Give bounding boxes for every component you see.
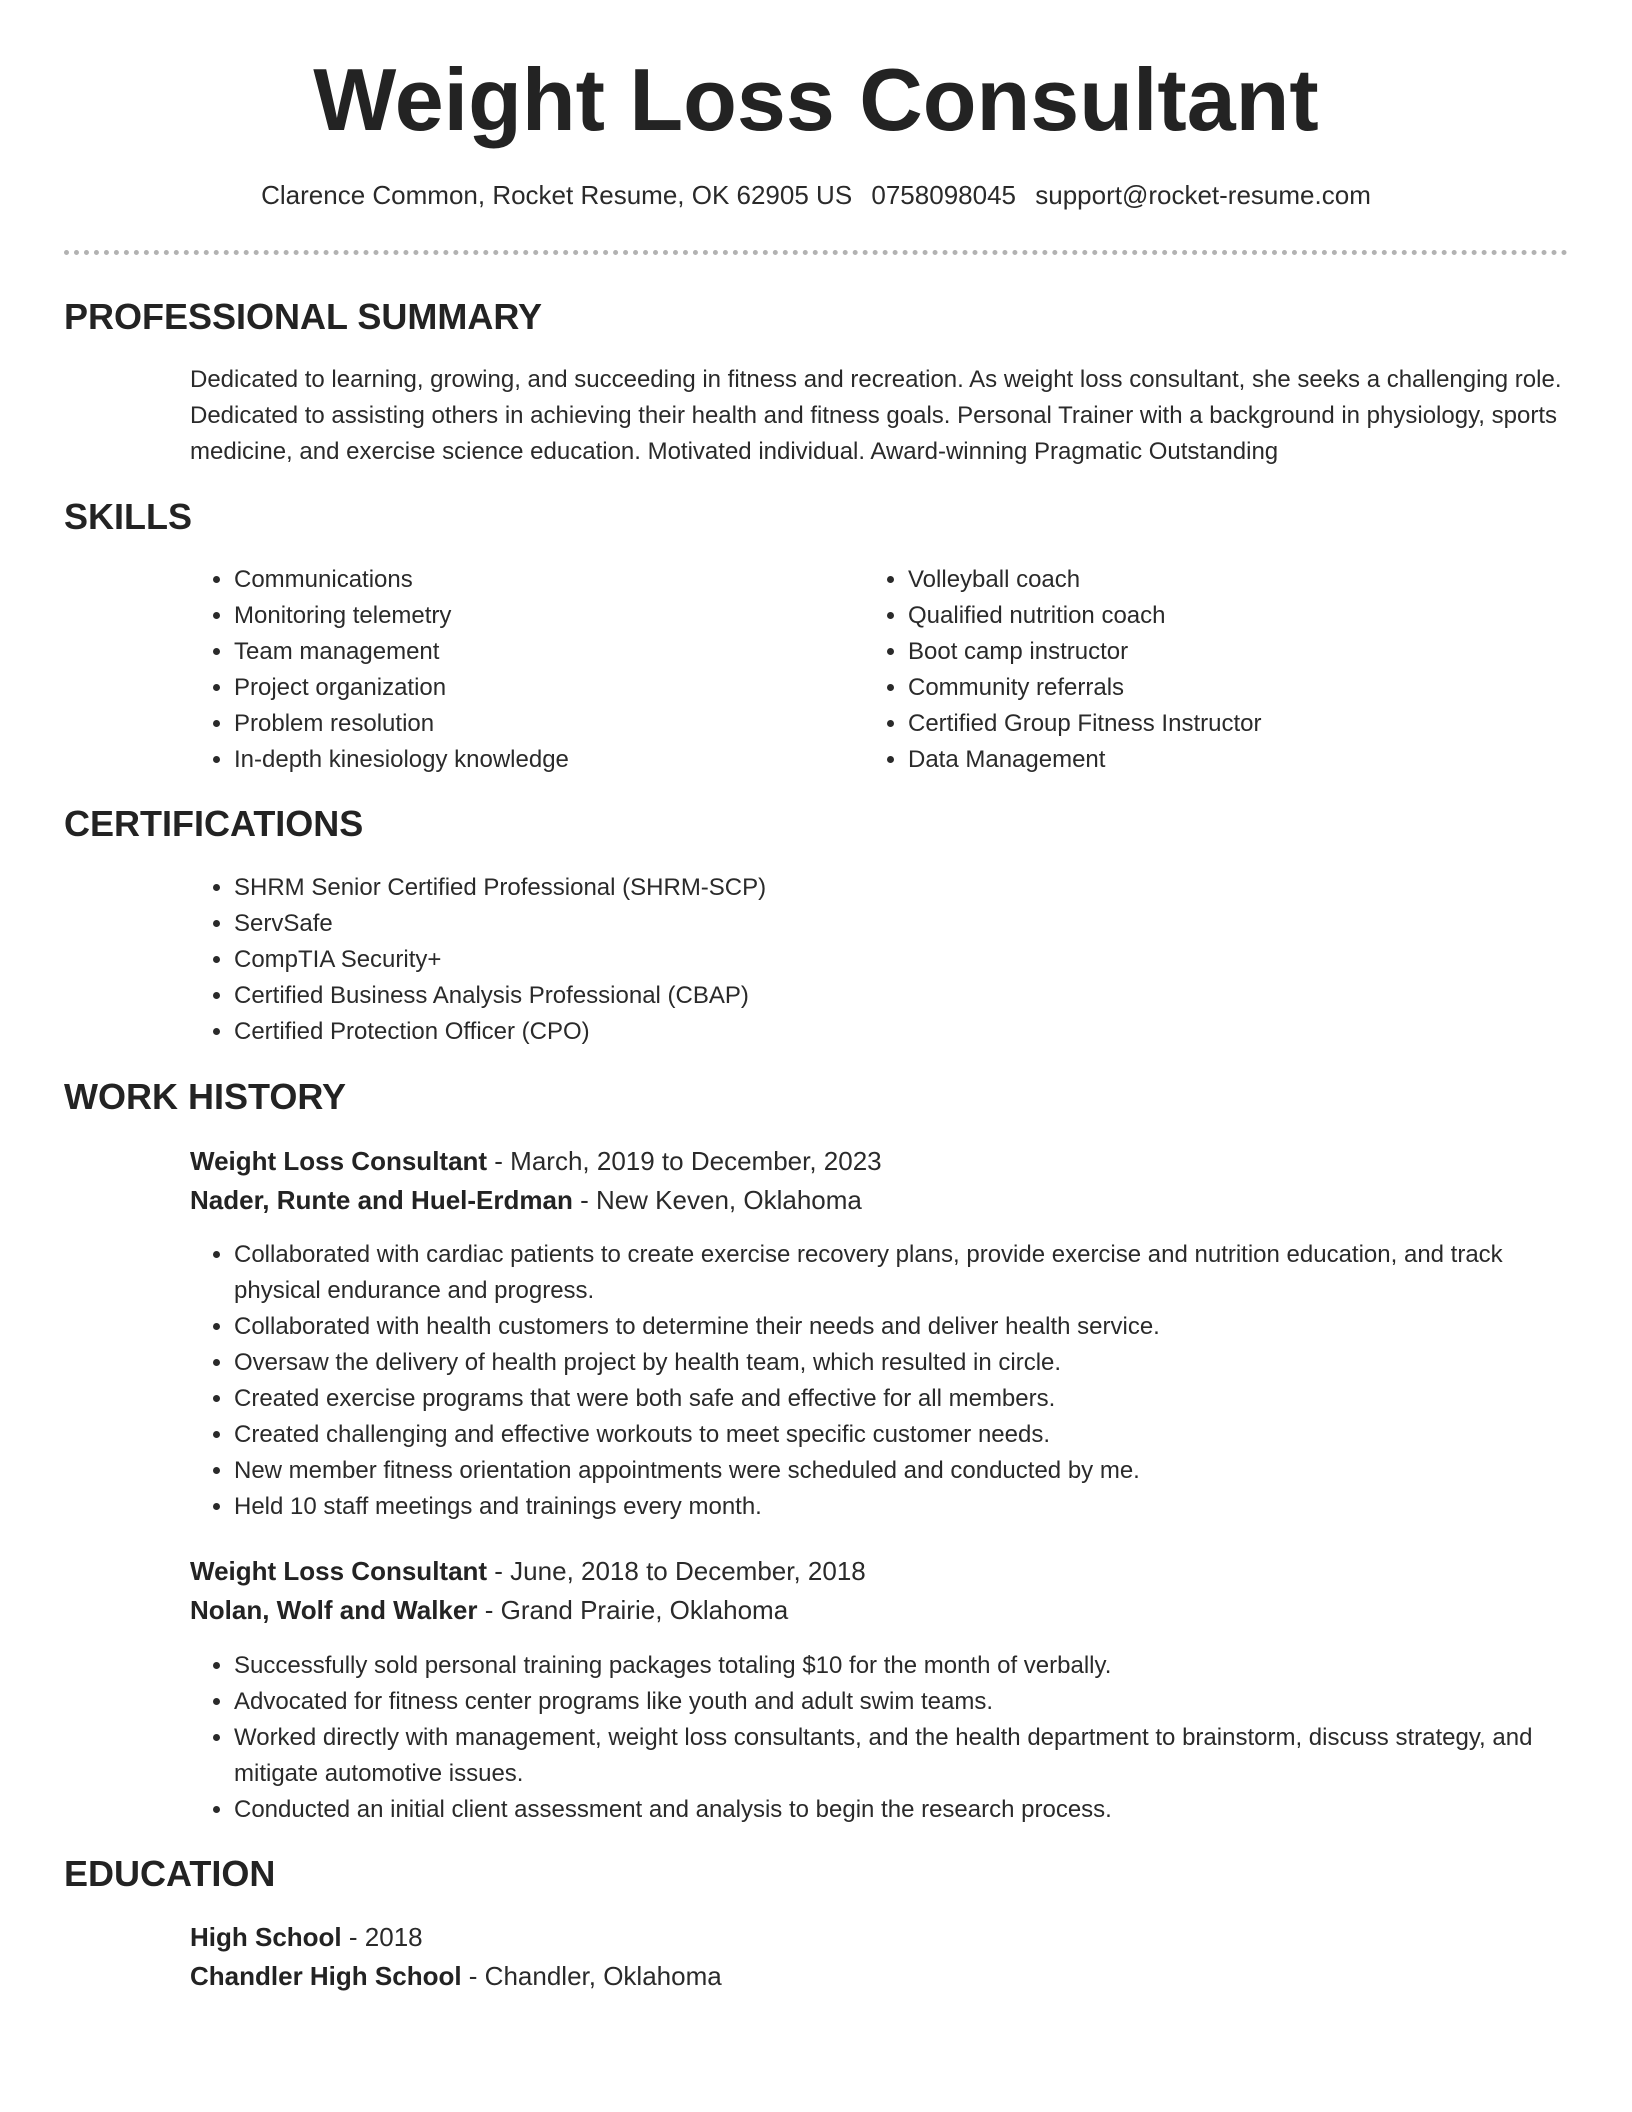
skills-list-right [864,562,1548,778]
skill-item: • Volleyball coach [908,562,1548,598]
skill-item: • In-depth kinesiology knowledge [234,742,854,778]
contact-line [0,180,1632,211]
education-heading: EDUCATION [64,1853,276,1894]
skill-item: • Communications [234,562,854,598]
education-school-line [190,1958,722,1994]
job-dates: - June, 2018 to December, 2018 [487,1556,866,1586]
resume-title: Weight Loss Consultant [313,50,1319,149]
job-bullets [190,1648,1594,1828]
job-location: - Grand Prairie, Oklahoma [477,1595,789,1625]
skill-item: • Project organization [234,670,854,706]
certification-item: • SHRM Senior Certified Professional (SHRM-SCP) [234,870,1534,906]
education-degree: High School [190,1922,342,1952]
education-school: Chandler High School [190,1961,462,1991]
job-title: Weight Loss Consultant [190,1556,488,1586]
job-bullet: • New member fitness orientation appointments were scheduled and conducted by me. [234,1453,1594,1489]
job-title-line [190,1553,866,1589]
education-year: - 2018 [341,1922,423,1952]
job-dates: - March, 2019 to December, 2023 [487,1146,882,1176]
contact-phone: 0758098045 [871,180,1016,210]
skill-item: • Certified Group Fitness Instructor [908,706,1548,742]
skill-item: • Boot camp instructor [908,634,1548,670]
certification-item: • CompTIA Security+ [234,942,1534,978]
job-bullet: • Held 10 staff meetings and trainings every month. [234,1489,1594,1525]
certification-item: • Certified Protection Officer (CPO) [234,1014,1534,1050]
skill-item: • Data Management [908,742,1548,778]
work-heading: WORK HISTORY [64,1076,347,1117]
job-company: Nader, Runte and Huel-Erdman [190,1185,573,1215]
skills-list-left [190,562,854,778]
job-company-line [190,1592,788,1628]
job-bullet: • Collaborated with health customers to determine their needs and deliver health service. [234,1309,1594,1345]
contact-email: support@rocket-resume.com [1035,180,1371,210]
job-bullet: • Successfully sold personal training packages totaling $10 for the month of verbally. [234,1648,1594,1684]
contact-address: Clarence Common, Rocket Resume, OK 62905 US [261,180,853,210]
job-bullet: • Created exercise programs that were both safe and effective for all members. [234,1381,1594,1417]
job-company: Nolan, Wolf and Walker [190,1595,478,1625]
skill-item: • Team management [234,634,854,670]
summary-text: Dedicated to learning, growing, and succeeding in fitness and recreation. As weight loss consultant, she seeks a challenging role. Dedicated to assisting others in achieving their health and fitness goals. Personal Trainer with a background in physiology, sports medicine, and exercise science education. Motivated individual. Award-winning Pragmatic Outstanding [190,366,1562,465]
job-bullet: • Collaborated with cardiac patients to create exercise recovery plans, provide exercise and nutrition education, and track physical endurance and progress. [234,1237,1594,1309]
job-bullet: • Created challenging and effective workouts to meet specific customer needs. [234,1417,1594,1453]
certification-item: • ServSafe [234,906,1534,942]
skills-heading: SKILLS [64,496,193,537]
certifications-list [190,870,1534,1050]
job-bullet: • Oversaw the delivery of health project by health team, which resulted in circle. [234,1345,1594,1381]
job-bullet: • Conducted an initial client assessment and analysis to begin the research process. [234,1792,1594,1828]
certification-item: • Certified Business Analysis Professional (CBAP) [234,978,1534,1014]
summary-heading: PROFESSIONAL SUMMARY [64,296,543,337]
skill-item: • Problem resolution [234,706,854,742]
skill-item: • Monitoring telemetry [234,598,854,634]
job-bullet: • Advocated for fitness center programs like youth and adult swim teams. [234,1684,1594,1720]
job-bullets [190,1237,1594,1525]
certifications-heading: CERTIFICATIONS [64,803,364,844]
job-bullet: • Worked directly with management, weight loss consultants, and the health department to brainstorm, discuss strategy, and mitigate automotive issues. [234,1720,1594,1792]
job-title-line [190,1143,882,1179]
job-location: - New Keven, Oklahoma [572,1185,862,1215]
skill-item: • Qualified nutrition coach [908,598,1548,634]
skill-item: • Community referrals [908,670,1548,706]
education-location: - Chandler, Oklahoma [461,1961,722,1991]
header-divider [64,250,1568,255]
job-title: Weight Loss Consultant [190,1146,488,1176]
job-company-line [190,1182,862,1218]
education-degree-line [190,1919,423,1955]
